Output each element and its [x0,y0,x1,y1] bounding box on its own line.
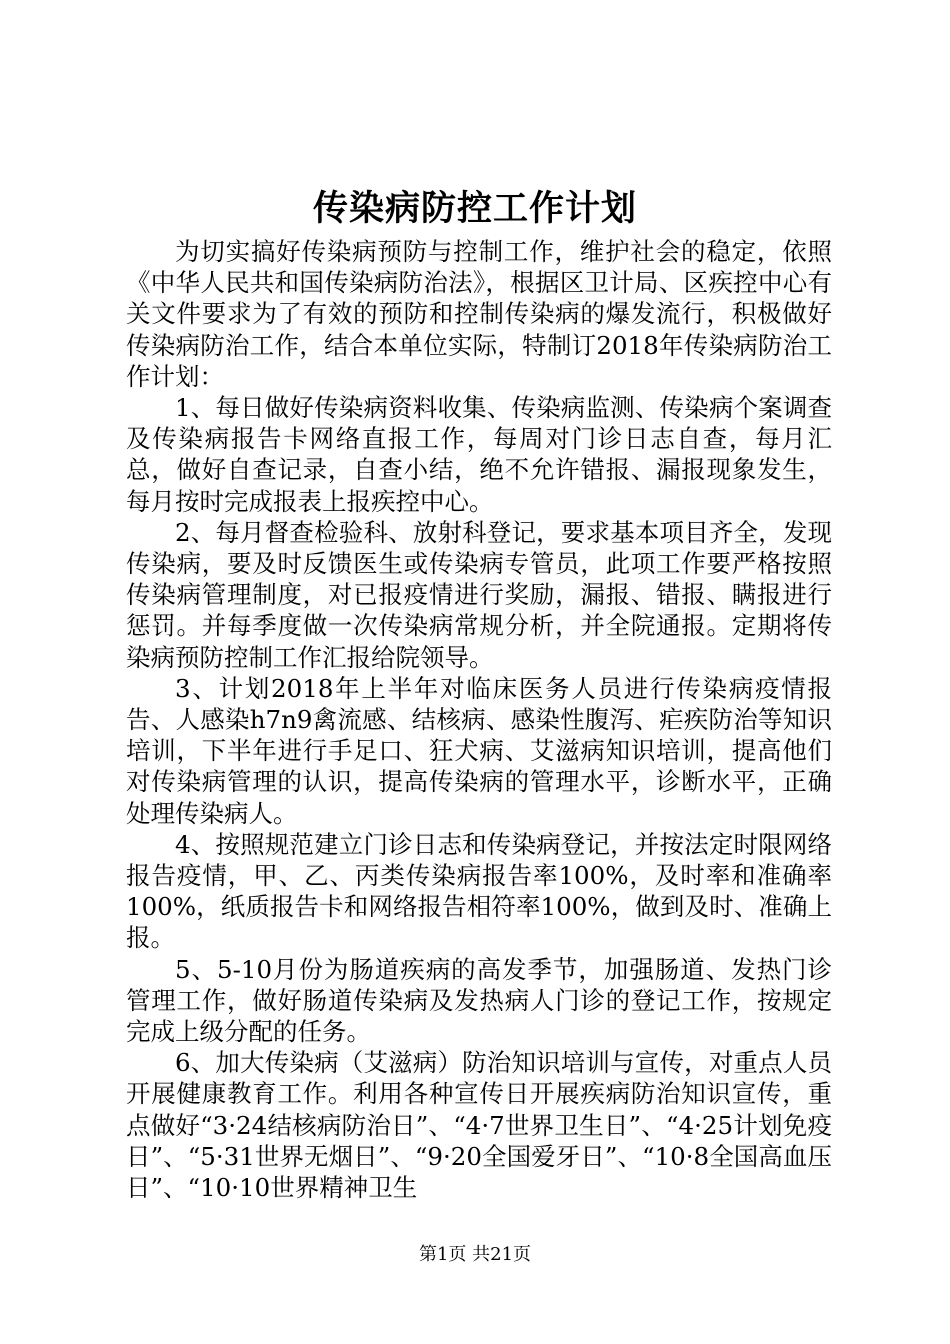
page-number-footer: 第1页 共21页 [418,1244,532,1265]
document-body [126,236,832,1203]
plan-item-4: 4、按照规范建立门诊日志和传染病登记，并按法定时限网络报告疫情，甲、乙、丙类传染病报告率100%，及时率和准确率100%，纸质报告卡和网络报告相符率100%，做到及时、准确上报。 [126,829,832,953]
plan-item-2: 2、每月督查检验科、放射科登记，要求基本项目齐全，发现传染病，要及时反馈医生或传染病专管员，此项工作要严格按照传染病管理制度，对已报疫情进行奖励，漏报、错报、瞒报进行惩罚。并每季度做一次传染病常规分析，并全院通报。定期将传染病预防控制工作汇报给院领导。 [126,517,832,672]
intro-paragraph: 为切实搞好传染病预防与控制工作，维护社会的稳定，依照《中华人民共和国传染病防治法》，根据区卫计局、区疾控中心有关文件要求为了有效的预防和控制传染病的爆发流行，积极做好传染病防治工作，结合本单位实际，特制订2018年传染病防治工作计划： [126,237,832,391]
plan-item-6: 6、加大传染病（艾滋病）防治知识培训与宣传，对重点人员开展健康教育工作。利用各种宣传日开展疾病防治知识宣传，重点做好“3·24结核病防治日”、“4·7世界卫生日”、“4·25计划免疫日”、“5·31世界无烟日”、“9·20全国爱牙日”、“10·8全国高血压日”、“10·10世界精神卫生 [126,1048,832,1203]
plan-item-5: 5、5-10月份为肠道疾病的高发季节，加强肠道、发热门诊管理工作，做好肠道传染病及发热病人门诊的登记工作，按规定完成上级分配的任务。 [126,954,832,1047]
document-title: 传染病防控工作计划 [312,188,637,229]
plan-item-1: 1、每日做好传染病资料收集、传染病监测、传染病个案调查及传染病报告卡网络直报工作，每周对门诊日志自查，每月汇总，做好自查记录，自查小结，绝不允许错报、漏报现象发生，每月按时完成报表上报疾控中心。 [126,393,832,516]
plan-item-3: 3、计划2018年上半年对临床医务人员进行传染病疫情报告、人感染h7n9禽流感、结核病、感染性腹泻、疟疾防治等知识培训，下半年进行手足口、狂犬病、艾滋病知识培训，提高他们对传染病管理的认识，提高传染病的管理水平，诊断水平，正确处理传染病人。 [126,673,832,828]
